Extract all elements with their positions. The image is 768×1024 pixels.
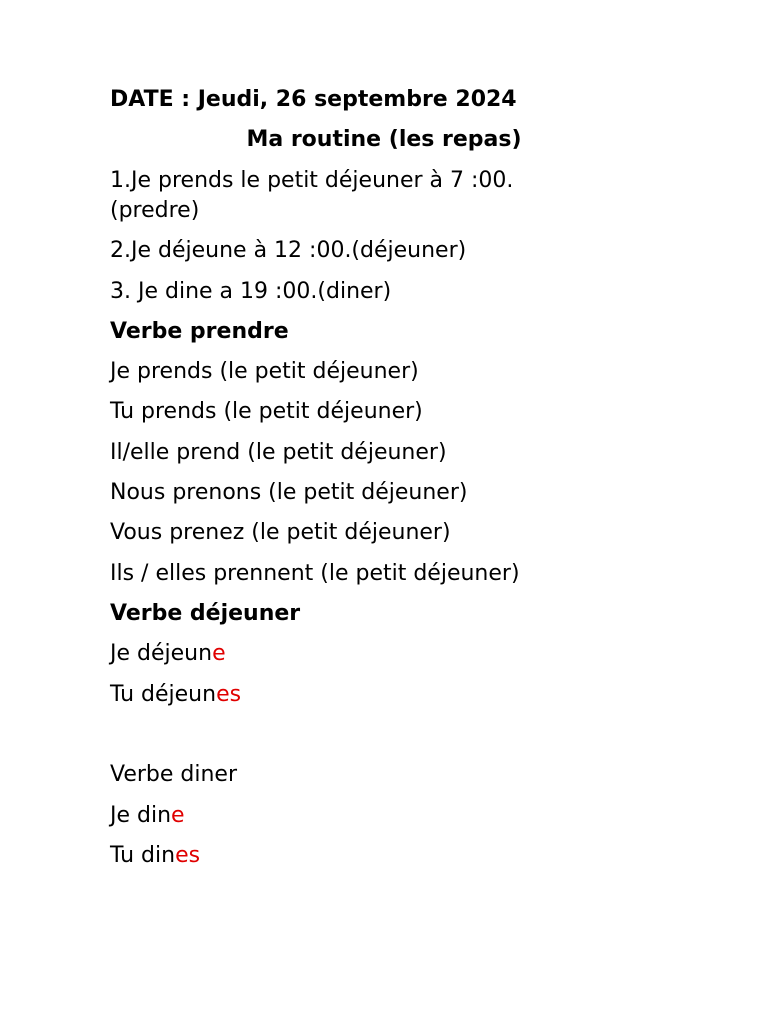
dejeuner-conjugation bbox=[110, 639, 226, 669]
prendre-heading: Verbe prendre bbox=[110, 319, 289, 344]
prendre-conjugation: Il/elle prend (le petit déjeuner) bbox=[110, 440, 447, 465]
verb-stem: Tu din bbox=[110, 843, 176, 868]
prendre-conjugation: Vous prenez (le petit déjeuner) bbox=[110, 520, 451, 545]
prendre-conjugation: Nous prenons (le petit déjeuner) bbox=[110, 480, 468, 505]
routine-line-1: 1.Je prends le petit déjeuner à 7 :00. bbox=[110, 168, 514, 193]
verb-ending: e bbox=[212, 641, 226, 666]
diner-conjugation bbox=[110, 801, 185, 831]
verb-ending: e bbox=[171, 803, 185, 828]
dejeuner-conjugation bbox=[110, 680, 241, 710]
routine-line-2: 2.Je déjeune à 12 :00.(déjeuner) bbox=[110, 238, 467, 263]
diner-heading: Verbe diner bbox=[110, 762, 238, 787]
routine-line-3: 3. Je dine a 19 :00.(diner) bbox=[110, 279, 392, 304]
verb-stem: Je din bbox=[110, 803, 172, 828]
verb-ending: es bbox=[175, 843, 201, 868]
routine-line-1-note: (predre) bbox=[110, 198, 200, 223]
prendre-conjugation: Je prends (le petit déjeuner) bbox=[110, 359, 419, 384]
verb-stem: Je déjeun bbox=[110, 641, 213, 666]
verb-stem: Tu déjeun bbox=[110, 682, 217, 707]
prendre-conjugation: Ils / elles prennent (le petit déjeuner) bbox=[110, 561, 520, 586]
verb-ending: es bbox=[216, 682, 242, 707]
prendre-conjugation: Tu prends (le petit déjeuner) bbox=[110, 399, 423, 424]
diner-conjugation bbox=[110, 841, 200, 871]
dejeuner-heading: Verbe déjeuner bbox=[110, 601, 301, 626]
document-title: Ma routine (les repas) bbox=[246, 127, 522, 152]
date-line: DATE : Jeudi, 26 septembre 2024 bbox=[110, 87, 517, 112]
